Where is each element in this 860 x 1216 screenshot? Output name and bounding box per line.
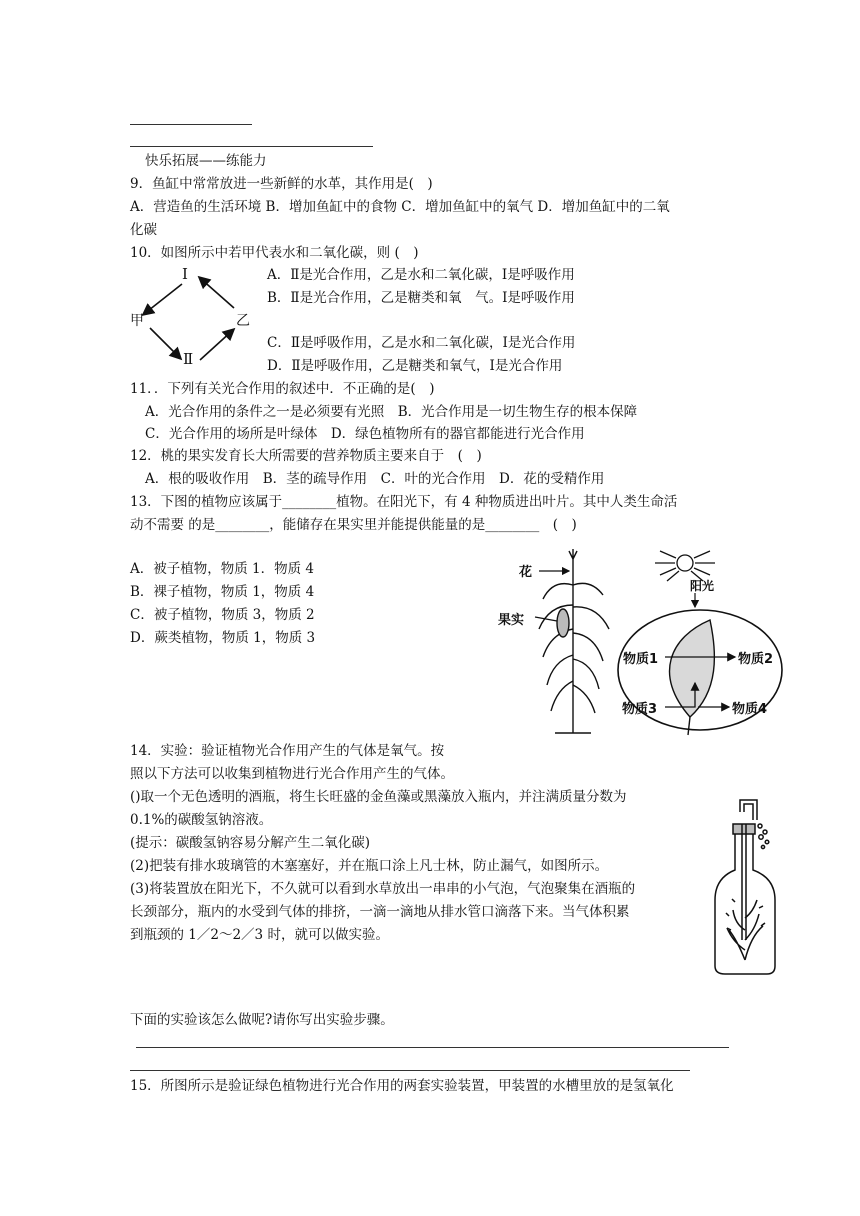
label-sunlight: 阳光 <box>690 579 715 593</box>
node-right: 乙 <box>236 313 250 329</box>
q9-options: A．营造鱼的生活环境 B．增加鱼缸中的食物 C．增加鱼缸中的氧气 D．增加鱼缸中的二氧 <box>130 199 670 215</box>
label-flower: 花 <box>519 565 533 580</box>
q14-line-1: 14．实验：验证植物光合作用产生的气体是氧气。按 <box>130 743 445 759</box>
q10-option-c: C．Ⅱ是呼吸作用，乙是水和二氧化碳，Ⅰ是光合作用 <box>267 335 576 351</box>
q13-plant-figure <box>495 545 785 740</box>
q14-line-3: ()取一个无色透明的酒瓶，将生长旺盛的金鱼藻或黑藻放入瓶内，并注满质量分数为 <box>130 789 627 805</box>
q12-stem: 12．桃的果实发育长大所需要的营养物质主要来自于 ( ) <box>130 448 482 464</box>
label-substance-2: 物质2 <box>738 652 774 667</box>
q11-options-2: C．光合作用的场所是叶绿体 D．绿色植物所有的器官都能进行光合作用 <box>145 426 585 442</box>
q13-option-a: A．被子植物，物质 1．物质 4 <box>130 561 315 577</box>
q14-line-7: (3)将装置放在阳光下，不久就可以看到水草放出一串串的小气泡，气泡聚集在酒瓶的 <box>130 881 636 897</box>
q13-option-d: D．蕨类植物，物质 1，物质 3 <box>130 630 316 646</box>
label-substance-4: 物质4 <box>732 702 768 717</box>
answer-line-2[interactable] <box>130 1070 690 1071</box>
q14-line-5: (提示：碳酸氢钠容易分解产生二氧化碳) <box>130 835 371 851</box>
blank-line-1 <box>130 124 252 125</box>
q13-stem-2: 动不需要 的是________，能储存在果实里并能提供能量的是________ ( ) <box>130 517 577 533</box>
q9-options-wrap: 化碳 <box>130 222 157 238</box>
q14-line-6: (2)把装有排水玻璃管的木塞塞好，并在瓶口涂上凡士林，防止漏气，如图所示。 <box>130 858 609 874</box>
q14-prompt: 下面的实验该怎么做呢?请你写出实验步骤。 <box>130 1012 394 1028</box>
label-fruit: 果实 <box>498 613 525 628</box>
bottle-apparatus-icon <box>705 790 795 980</box>
q9-stem: 9．鱼缸中常常放进一些新鲜的水革，其作用是( ) <box>130 176 433 192</box>
label-substance-1: 物质1 <box>623 652 659 667</box>
q10-cycle-diagram <box>130 262 265 372</box>
q14-line-4: 0.1%的碳酸氢钠溶液。 <box>130 812 273 828</box>
section-title: 快乐拓展——练能力 <box>145 153 267 169</box>
node-bottom: Ⅱ <box>183 350 194 368</box>
q13-option-c: C．被子植物，物质 3，物质 2 <box>130 607 315 623</box>
q10-option-d: D．Ⅱ是呼吸作用，乙是糖类和氧气，Ⅰ是光合作用 <box>267 358 563 374</box>
q14-line-2: 照以下方法可以收集到植物进行光合作用产生的气体。 <box>130 766 454 782</box>
answer-line-1[interactable] <box>136 1047 729 1048</box>
q11-stem: 11．．下列有关光合作用的叙述中．不正确的是( ) <box>130 381 435 397</box>
q13-option-b: B．裸子植物，物质 1，物质 4 <box>130 584 315 600</box>
q13-stem-1: 13．下图的植物应该属于________植物。在阳光下，有 4 种物质进出叶片。其中人类生命活 <box>130 494 678 510</box>
q10-option-b: B．Ⅱ是光合作用，乙是糖类和氧 气。Ⅰ是呼吸作用 <box>267 290 575 306</box>
q14-line-8: 长颈部分，瓶内的水受到气体的排挤，一滴一滴地从排水管口滴落下来。当气体积累 <box>130 904 630 920</box>
node-top: Ⅰ <box>182 265 188 283</box>
q10-stem: 10．如图所示中若甲代表水和二氧化碳，则 ( ) <box>130 245 419 261</box>
q14-bottle-figure <box>705 790 795 980</box>
blank-line-2 <box>130 146 373 147</box>
q14-line-9: 到瓶颈的 1／2～2／3 时，就可以做实验。 <box>130 927 389 943</box>
q15-line-1: 15．所图所示是验证绿色植物进行光合作用的两套实验装置，甲装置的水槽里放的是氢氧化 <box>130 1078 674 1094</box>
node-left: 甲 <box>130 313 144 329</box>
q11-options-1: A．光合作用的条件之一是必须要有光照 B．光合作用是一切生物生存的根本保障 <box>145 404 638 420</box>
corn-plant-icon <box>539 549 609 733</box>
q12-options: A．根的吸收作用 B．茎的疏导作用 C．叶的光合作用 D．花的受精作用 <box>145 471 605 487</box>
label-substance-3: 物质3 <box>622 702 658 717</box>
q10-option-a: A．Ⅱ是光合作用，乙是水和二氧化碳，Ⅰ是呼吸作用 <box>267 267 575 283</box>
